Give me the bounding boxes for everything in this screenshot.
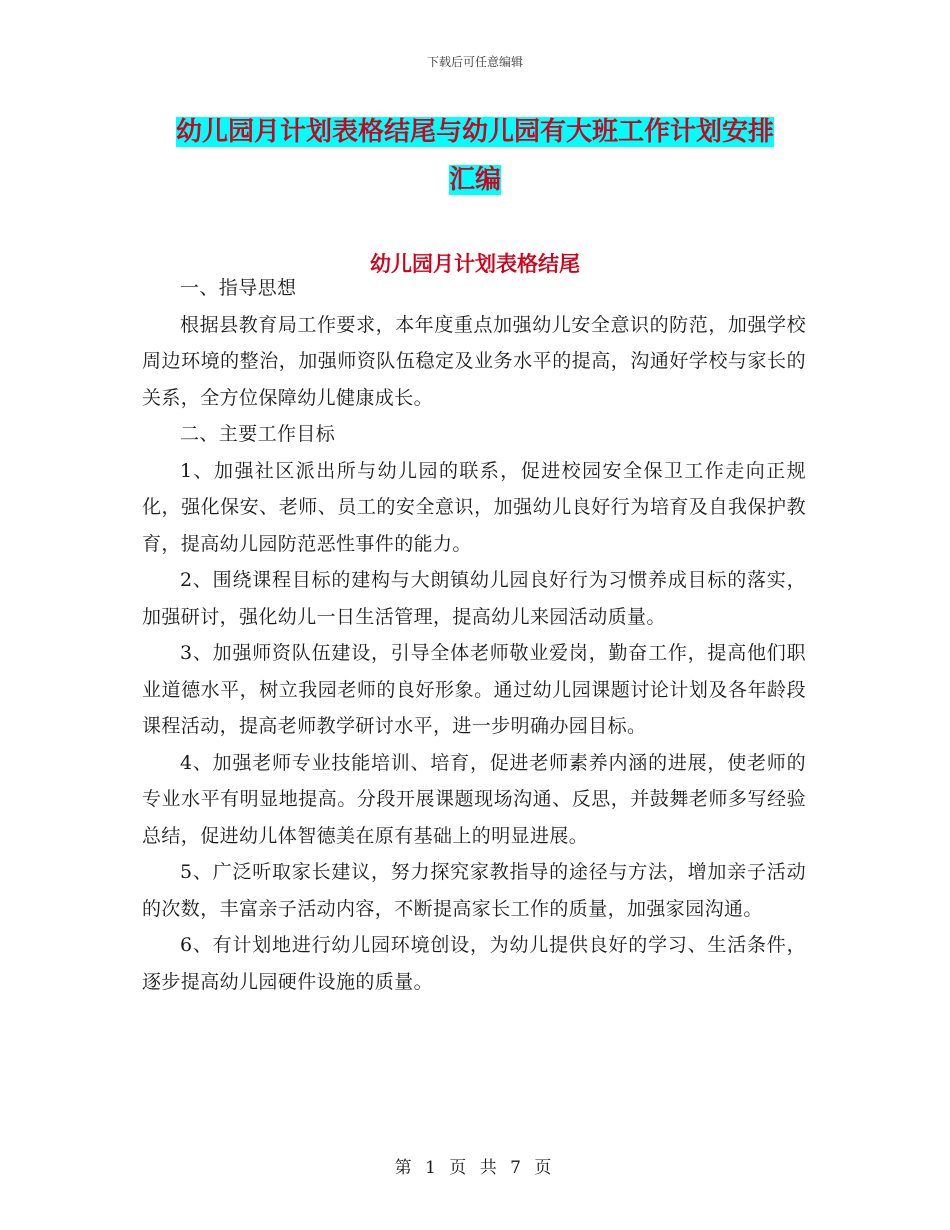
document-title [140, 108, 810, 204]
body-text [142, 270, 806, 1000]
paragraph: 根据县教育局工作要求，本年度重点加强幼儿安全意识的防范，加强学校周边环境的整治，加强师资队伍稳定及业务水平的提高，沟通好学校与家长的关系，全方位保障幼儿健康成长。 [142, 313, 806, 409]
paragraph: 2、围绕课程目标的建构与大朗镇幼儿园良好行为习惯养成目标的落实，加强研讨，强化幼儿一日生活管理，提高幼儿来园活动质量。 [142, 569, 806, 628]
document-title-line-1: 幼儿园月计划表格结尾与幼儿园有大班工作计划安排 [175, 117, 774, 147]
heading-main-goals: 二、主要工作目标 [180, 423, 336, 445]
paragraph: 1、加强社区派出所与幼儿园的联系，促进校园安全保卫工作走向正规化，强化保安、老师、员工的安全意识，加强幼儿良好行为培育及自我保护教育，提高幼儿园防范恶性事件的能力。 [142, 459, 806, 555]
heading-guiding-ideology: 一、指导思想 [180, 277, 297, 299]
header-note: 下载后可任意编辑 [426, 55, 523, 69]
page-footer: 第 1 页 共 7 页 [394, 1158, 556, 1178]
paragraph: 5、广泛听取家长建议，努力探究家教指导的途径与方法，增加亲子活动的次数，丰富亲子活动内容，不断提高家长工作的质量，加强家园沟通。 [142, 861, 806, 920]
paragraph: 6、有计划地进行幼儿园环境创设，为幼儿提供良好的学习、生活条件，逐步提高幼儿园硬件设施的质量。 [142, 934, 806, 993]
section-title: 幼儿园月计划表格结尾 [370, 251, 580, 276]
document-title-line-2: 汇编 [448, 165, 501, 195]
paragraph: 3、加强师资队伍建设，引导全体老师敬业爱岗，勤奋工作，提高他们职业道德水平，树立我园老师的良好形象。通过幼儿园课题讨论计划及各年龄段课程活动，提高老师教学研讨水平，进一步明确办园目标。 [142, 642, 806, 737]
paragraph: 4、加强老师专业技能培训、培育，促进老师素养内涵的进展，使老师的专业水平有明显地提高。分段开展课题现场沟通、反思，并鼓舞老师多写经验总结，促进幼儿体智德美在原有基础上的明显进展。 [142, 751, 806, 847]
